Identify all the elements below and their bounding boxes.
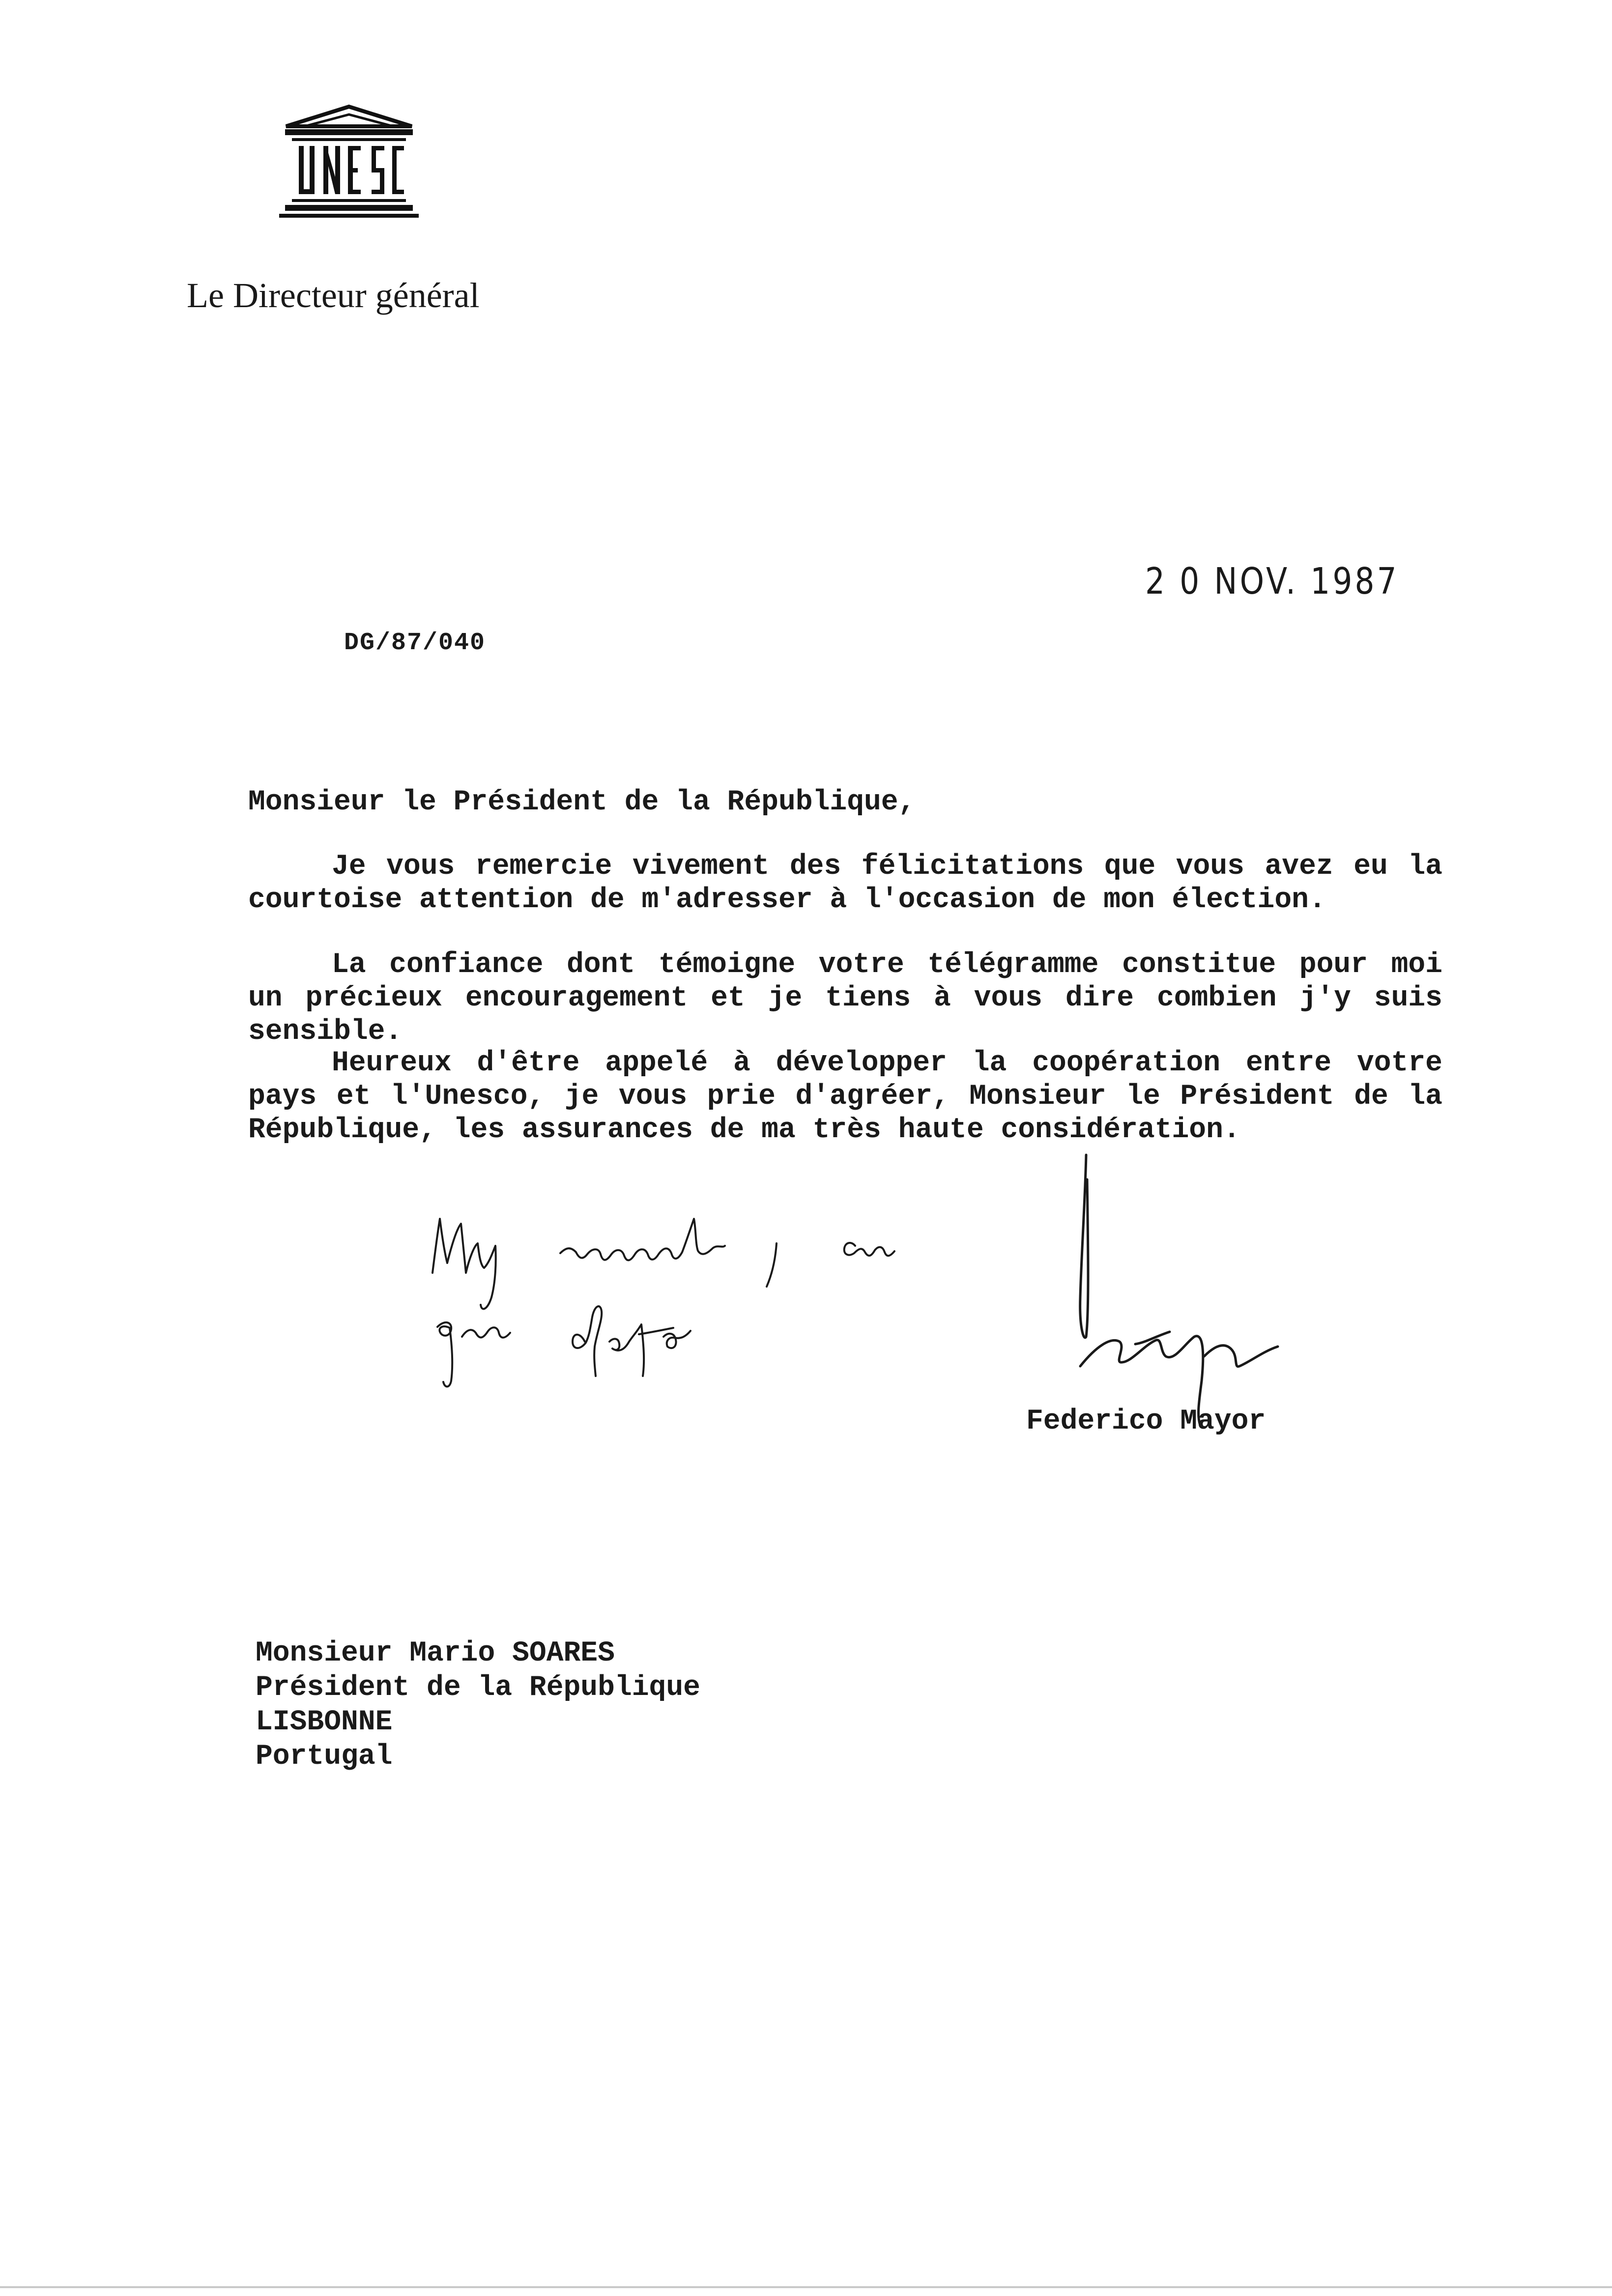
signature-icon <box>1057 1150 1391 1425</box>
reference-number: DG/87/040 <box>344 629 486 657</box>
paragraph-text: Heureux d'être appelé à développer la coopération entre votre pays et l'Unesco, je vous prie d'agréer, Monsieur le Président de la République, les assurances de ma très haute considération. <box>248 1047 1442 1146</box>
letter-paragraph <box>248 1047 1442 1147</box>
page-bottom-divider <box>0 2286 1612 2288</box>
office-title: Le Directeur général <box>187 276 480 315</box>
recipient-city: LISBONNE <box>256 1706 393 1738</box>
paragraph-text: Je vous remercie vivement des félicitations que vous avez eu la courtoise attention de m'adresser à l'occasion de mon élection. <box>248 851 1442 916</box>
date-stamp: 2 0 NOV. 1987 <box>1145 560 1399 603</box>
recipient-name: Monsieur Mario SOARES <box>256 1637 615 1669</box>
signer-name: Federico Mayor <box>1026 1406 1266 1437</box>
recipient-country: Portugal <box>256 1741 393 1773</box>
handwritten-note <box>423 1199 963 1406</box>
paragraph-text: La confiance dont témoigne votre télégramme constitue pour moi un précieux encouragement et je tiens à vous dire combien j'y suis sensible. <box>248 949 1442 1048</box>
handwritten-note-icon <box>423 1199 963 1406</box>
letter-paragraph <box>248 948 1442 1049</box>
unesco-logo <box>275 101 423 224</box>
recipient-address <box>256 1636 700 1774</box>
signature <box>1057 1150 1391 1425</box>
letter-paragraph <box>248 850 1442 917</box>
salutation: Monsieur le Président de la République, <box>248 786 916 818</box>
recipient-title: Président de la République <box>256 1672 700 1704</box>
unesco-temple-logo-icon <box>275 101 423 224</box>
